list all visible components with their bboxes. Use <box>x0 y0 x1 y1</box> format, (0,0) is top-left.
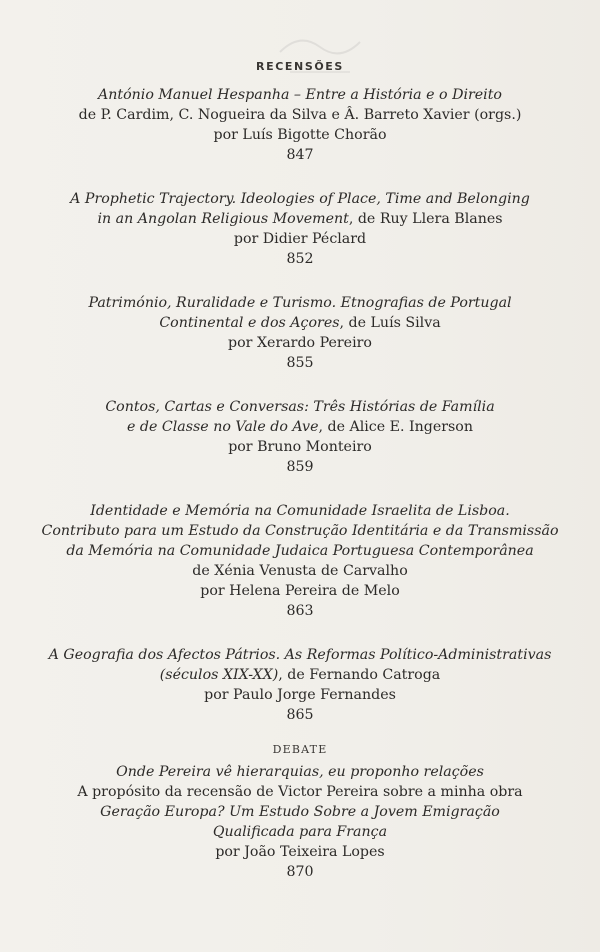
entry-reviewer: por Luís Bigotte Chorão <box>213 127 387 143</box>
entry-author: , de Ruy Llera Blanes <box>348 211 503 227</box>
entry-title: e de Classe no Vale do Ave <box>127 419 319 435</box>
debate-title: Onde Pereira vê hierarquias, eu proponho relações <box>116 764 484 780</box>
section-heading-debate: DEBATE <box>272 743 328 756</box>
entry-reviewer: por Xerardo Pereiro <box>228 335 372 351</box>
entry-title: A Geografia dos Afectos Pátrios. As Reformas Político-Administrativas <box>48 647 552 663</box>
entry-title: Identidade e Memória na Comunidade Israelita de Lisboa. <box>90 503 510 519</box>
entry-reviewer: por Helena Pereira de Melo <box>200 583 400 599</box>
entry-title: in an Angolan Religious Movement <box>97 211 349 227</box>
debate-book-title: Geração Europa? Um Estudo Sobre a Jovem Emigração <box>100 804 500 820</box>
review-entry <box>0 397 600 477</box>
entry-page-number: 859 <box>286 459 314 475</box>
debate-subtitle: A propósito da recensão de Victor Pereira sobre a minha obra <box>77 784 523 800</box>
entry-title: Contos, Cartas e Conversas: Três Histórias de Família <box>105 399 495 415</box>
debate-author: por João Teixeira Lopes <box>215 844 385 860</box>
entry-editors: de P. Cardim, C. Nogueira da Silva e Â. Barreto Xavier (orgs.) <box>78 107 522 123</box>
entry-reviewer: por Bruno Monteiro <box>228 439 372 455</box>
review-entry <box>0 645 600 725</box>
review-entry <box>0 189 600 269</box>
review-entry <box>0 501 600 621</box>
debate-book-title: Qualificada para França <box>212 824 388 840</box>
review-entry <box>0 85 600 165</box>
entry-page-number: 865 <box>286 707 314 723</box>
entry-page-number: 855 <box>286 355 314 371</box>
entry-title: Continental e dos Açores <box>159 315 340 331</box>
entry-reviewer: por Paulo Jorge Fernandes <box>204 687 396 703</box>
entry-author: , de Luís Silva <box>339 315 441 331</box>
entry-page-number: 852 <box>286 251 314 267</box>
entry-title: A Prophetic Trajectory. Ideologies of Place, Time and Belonging <box>70 191 530 207</box>
entry-page-number: 863 <box>286 603 314 619</box>
entry-title: Património, Ruralidade e Turismo. Etnografias de Portugal <box>88 295 512 311</box>
debate-page-number: 870 <box>286 864 314 880</box>
entry-author: de Xénia Venusta de Carvalho <box>192 563 408 579</box>
debate-entry <box>0 743 600 882</box>
entry-title: (séculos XIX-XX) <box>159 667 279 683</box>
entry-title: da Memória na Comunidade Judaica Portuguesa Contemporânea <box>66 543 534 559</box>
entry-reviewer: por Didier Péclard <box>233 231 367 247</box>
review-entry <box>0 293 600 373</box>
entry-author: , de Fernando Catroga <box>278 667 441 683</box>
table-of-contents <box>0 60 600 906</box>
entry-author: , de Alice E. Ingerson <box>318 419 473 435</box>
entry-page-number: 847 <box>286 147 314 163</box>
entry-title: António Manuel Hespanha – Entre a História e o Direito <box>98 87 502 103</box>
section-heading-recensoes: RECENSÕES <box>256 60 344 73</box>
entry-title: Contributo para um Estudo da Construção Identitária e da Transmissão <box>41 523 559 539</box>
